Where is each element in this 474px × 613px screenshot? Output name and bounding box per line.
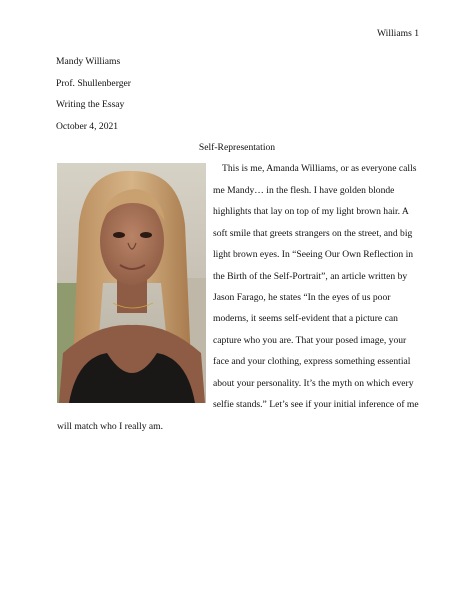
portrait-photo <box>57 163 206 403</box>
professor-name: Prof. Shullenberger <box>56 78 131 89</box>
body-line: light brown eyes. In “Seeing Our Own Reflection in <box>213 249 414 260</box>
body-line: selfie stands.” Let’s see if your initial inference of me <box>213 399 419 410</box>
body-line: the Birth of the Self-Portrait”, an article written by <box>213 271 408 282</box>
body-line: face and your clothing, express something essential <box>213 356 411 367</box>
body-line: will match who I really am. <box>57 421 164 432</box>
course-name: Writing the Essay <box>56 99 125 110</box>
essay-title: Self-Representation <box>198 142 276 153</box>
body-line: This is me, Amanda Williams, or as everyone calls <box>222 163 417 174</box>
author-name: Mandy Williams <box>56 56 121 67</box>
body-line: Jason Farago, he states “In the eyes of us poor <box>213 292 391 303</box>
body-line: capture who you are. That your posed image, your <box>213 335 407 346</box>
body-line: me Mandy… in the flesh. I have golden blonde <box>213 185 395 196</box>
body-line: moderns, it seems self-evident that a picture can <box>213 313 398 324</box>
running-head: Williams 1 <box>377 28 419 39</box>
body-line: soft smile that greets strangers on the street, and big <box>213 228 413 239</box>
body-line: highlights that lay on top of my light brown hair. A <box>213 206 409 217</box>
date-line: October 4, 2021 <box>56 121 119 132</box>
body-line: about your personality. It’s the myth on which every <box>213 378 414 389</box>
